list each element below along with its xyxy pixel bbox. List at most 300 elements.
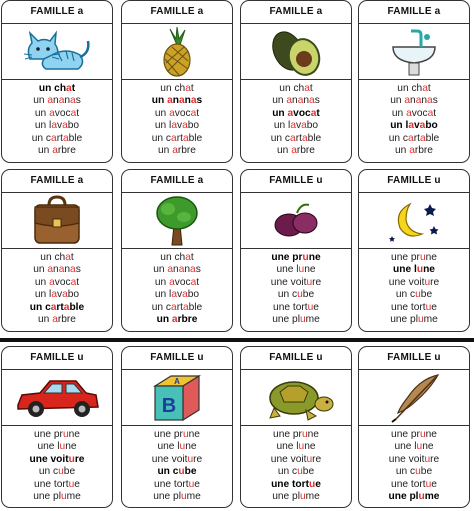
word-item	[2, 302, 112, 314]
sound-letter: a	[185, 83, 191, 94]
card-header: FAMILLE u	[2, 347, 112, 370]
word-part: voc	[54, 276, 71, 288]
cube-icon	[122, 370, 232, 426]
word-list	[122, 249, 232, 326]
sound-letter: a	[182, 301, 189, 313]
word-part: une tort	[154, 478, 189, 490]
word-part: re	[193, 453, 203, 465]
sound-letter: a	[62, 289, 68, 301]
word-item	[241, 83, 351, 95]
sound-letter: u	[306, 453, 313, 465]
word-item	[241, 314, 351, 326]
word-list	[2, 426, 112, 503]
word-item	[359, 83, 469, 95]
word-item	[2, 264, 112, 276]
word-part: un c	[395, 466, 416, 478]
word-part: une pr	[154, 429, 183, 440]
word-part: ne	[65, 441, 77, 453]
word-part: re	[74, 453, 85, 465]
word-item	[122, 133, 232, 145]
word-part: un c	[31, 132, 52, 144]
sound-letter: a	[65, 252, 71, 263]
word-part: ne	[304, 264, 316, 276]
word-part: une l	[394, 441, 417, 453]
sound-letter: a	[51, 289, 57, 301]
sound-letter: a	[190, 107, 197, 119]
sound-letter: a	[301, 132, 308, 144]
word-card	[358, 169, 470, 332]
word-part: une tort	[34, 478, 69, 490]
quill-icon	[359, 370, 469, 426]
word-item	[2, 95, 112, 107]
sound-letter: a	[408, 132, 414, 144]
word-list	[241, 249, 351, 326]
sound-letter: a	[62, 132, 69, 144]
sound-letter: a	[171, 132, 177, 144]
tree-icon	[122, 193, 232, 249]
word-item	[359, 429, 469, 441]
word-part: ne	[425, 429, 437, 440]
word-part: un ch	[160, 83, 186, 94]
sound-letter: a	[62, 120, 68, 132]
word-part: e	[74, 478, 80, 490]
sound-letter: u	[307, 301, 314, 313]
word-part: voc	[293, 107, 311, 119]
sound-letter: u	[297, 466, 303, 478]
word-item	[241, 264, 351, 276]
card-header: FAMILLE u	[241, 170, 351, 193]
sound-letter: u	[416, 264, 424, 276]
sound-letter: u	[419, 252, 426, 263]
word-part: ble	[307, 132, 322, 144]
sound-letter: a	[167, 264, 174, 276]
moon-icon	[359, 193, 469, 249]
word-part: un c	[38, 466, 59, 478]
sound-letter: u	[418, 491, 425, 503]
word-part: rt	[56, 132, 63, 144]
word-part: rt	[295, 132, 302, 144]
word-part: bo	[187, 120, 200, 132]
sound-letter: a	[406, 107, 412, 119]
sound-letter: a	[415, 95, 422, 107]
word-item	[241, 95, 351, 107]
card-header: FAMILLE u	[359, 347, 469, 370]
sound-letter: u	[415, 289, 421, 301]
word-part: s	[75, 95, 81, 107]
word-item	[359, 466, 469, 478]
sound-letter: a	[309, 95, 315, 107]
word-part: me	[305, 314, 320, 326]
word-item	[122, 289, 232, 301]
word-part: n	[410, 95, 416, 107]
word-part: voc	[411, 107, 428, 119]
sound-letter: a	[70, 107, 77, 119]
card-header: FAMILLE a	[122, 170, 232, 193]
sound-letter: u	[298, 441, 305, 453]
word-part: une l	[276, 264, 299, 276]
word-card	[240, 169, 352, 332]
word-part: un ch	[38, 83, 67, 94]
word-item	[359, 264, 469, 276]
word-part: t	[196, 276, 200, 288]
word-card	[121, 169, 233, 332]
sound-letter: a	[178, 264, 185, 276]
word-list	[122, 80, 232, 157]
card-header: FAMILLE u	[122, 347, 232, 370]
word-part: ne	[188, 429, 200, 440]
word-part: n	[184, 95, 191, 107]
word-part: t	[71, 83, 76, 94]
word-item	[241, 429, 351, 441]
sound-letter: u	[306, 276, 313, 288]
word-part: une pr	[391, 252, 420, 263]
word-item	[359, 252, 469, 264]
word-part: un c	[270, 132, 291, 144]
word-item	[122, 95, 232, 107]
word-item	[122, 454, 232, 466]
word-item	[122, 83, 232, 95]
sound-letter: u	[425, 301, 432, 313]
sound-letter: u	[187, 453, 194, 465]
card-header: FAMILLE a	[359, 1, 469, 24]
sound-letter: a	[171, 314, 178, 326]
word-item	[122, 429, 232, 441]
word-part: une l	[157, 441, 180, 453]
sound-letter: u	[188, 478, 195, 490]
word-part: ble	[188, 301, 203, 313]
word-item	[359, 145, 469, 157]
word-item	[359, 441, 469, 453]
word-item	[359, 479, 469, 491]
word-part: un c	[151, 132, 172, 144]
word-part: une pr	[273, 429, 302, 440]
sound-letter: a	[178, 95, 185, 107]
word-part: ne	[304, 441, 316, 453]
word-part: ble	[425, 132, 440, 144]
sound-letter: a	[47, 264, 54, 276]
word-list	[2, 249, 112, 326]
sound-letter: a	[171, 301, 177, 313]
word-part: voc	[54, 107, 71, 119]
sound-letter: u	[299, 314, 306, 326]
word-part: un	[395, 145, 410, 157]
word-list	[359, 80, 469, 157]
word-part: bo	[67, 120, 80, 132]
card-header: FAMILLE a	[241, 1, 351, 24]
word-part: rt	[176, 132, 183, 144]
cat-icon	[2, 24, 112, 80]
word-list	[359, 249, 469, 326]
word-part: rbre	[177, 145, 196, 157]
word-list	[2, 80, 112, 157]
word-item	[241, 133, 351, 145]
word-item	[241, 120, 351, 132]
word-part: rt	[176, 301, 183, 313]
sound-letter: a	[66, 83, 72, 94]
word-part: t	[190, 252, 194, 263]
sound-letter: a	[182, 120, 188, 132]
sound-letter: a	[286, 95, 293, 107]
word-part: rt	[413, 132, 420, 144]
word-item	[122, 479, 232, 491]
word-card	[240, 0, 352, 163]
word-part: voc	[174, 107, 191, 119]
word-item	[359, 95, 469, 107]
sink-icon	[359, 24, 469, 80]
word-part: n	[173, 264, 179, 276]
sound-letter: a	[287, 107, 294, 119]
word-item	[2, 441, 112, 453]
word-part: une pl	[388, 491, 419, 503]
word-part: e	[431, 301, 437, 313]
word-card	[1, 0, 113, 163]
sound-letter: a	[171, 120, 177, 132]
word-part: un l	[34, 120, 52, 132]
word-part: t	[196, 107, 200, 119]
word-part: s	[75, 264, 81, 276]
word-part: me	[423, 314, 438, 326]
sound-letter: a	[47, 95, 54, 107]
word-part: une l	[393, 264, 417, 276]
word-part: be	[63, 466, 76, 478]
word-part: un c	[151, 301, 172, 313]
word-part: me	[66, 491, 81, 503]
word-part: un	[33, 264, 48, 276]
sound-letter: a	[427, 107, 434, 119]
word-part: s	[432, 95, 438, 107]
word-part: n	[184, 264, 191, 276]
word-part: t	[190, 83, 194, 94]
sound-letter: a	[51, 132, 57, 144]
card-header: FAMILLE u	[241, 347, 351, 370]
word-part: un ch	[40, 252, 66, 263]
word-item	[2, 429, 112, 441]
word-part: v	[413, 120, 420, 132]
word-item	[241, 441, 351, 453]
word-part: un	[158, 145, 173, 157]
word-part: be	[302, 466, 315, 478]
word-part: re	[430, 276, 440, 288]
sound-letter: a	[190, 264, 196, 276]
sound-letter: a	[182, 289, 188, 301]
sound-letter: a	[419, 132, 426, 144]
word-part: re	[430, 453, 440, 465]
word-part: ble	[188, 132, 203, 144]
word-card	[358, 346, 470, 508]
word-list	[241, 80, 351, 157]
word-card	[121, 0, 233, 163]
word-part: bo	[425, 120, 438, 132]
sound-letter: a	[409, 145, 415, 157]
sound-letter: a	[49, 107, 55, 119]
word-part: une voit	[388, 276, 425, 288]
section-divider	[0, 338, 474, 342]
word-item	[359, 277, 469, 289]
word-part: ne	[308, 252, 321, 263]
word-item	[2, 479, 112, 491]
word-item	[122, 264, 232, 276]
word-item	[241, 277, 351, 289]
word-part: une voit	[29, 453, 69, 465]
word-part: une pr	[271, 252, 303, 263]
word-item	[359, 108, 469, 120]
word-part: t	[316, 107, 320, 119]
sound-letter: a	[190, 95, 197, 107]
word-item	[122, 302, 232, 314]
sound-letter: a	[190, 276, 197, 288]
sound-letter: a	[171, 289, 177, 301]
turtle-icon	[241, 370, 351, 426]
sound-letter: a	[70, 276, 77, 288]
word-list	[241, 426, 351, 503]
word-part: me	[186, 491, 201, 503]
word-part: un	[391, 107, 407, 119]
sound-letter: u	[59, 441, 66, 453]
sound-letter: a	[310, 107, 317, 119]
word-card	[121, 346, 233, 508]
sound-letter: a	[427, 95, 433, 107]
sound-letter: u	[58, 466, 64, 478]
word-item	[122, 441, 232, 453]
sound-letter: a	[182, 132, 189, 144]
word-item	[122, 314, 232, 326]
word-part: n	[53, 95, 59, 107]
sound-letter: u	[415, 466, 421, 478]
word-part: e	[431, 478, 437, 490]
sound-letter: a	[63, 301, 70, 313]
word-part: bo	[67, 289, 80, 301]
word-item	[2, 314, 112, 326]
word-part: t	[70, 252, 74, 263]
sound-letter: u	[68, 453, 75, 465]
word-part: un	[272, 95, 287, 107]
word-part: un	[277, 145, 292, 157]
word-part: e	[315, 478, 321, 490]
sound-letter: a	[404, 95, 411, 107]
sound-letter: u	[179, 441, 186, 453]
sound-letter: u	[299, 491, 306, 503]
word-card	[1, 346, 113, 508]
sound-letter: u	[301, 429, 308, 440]
word-card	[240, 346, 352, 508]
word-part: ne	[307, 429, 319, 440]
word-part: une voit	[270, 453, 307, 465]
sound-letter: u	[302, 252, 309, 263]
word-part: un	[272, 107, 288, 119]
car-icon	[2, 370, 112, 426]
sound-letter: a	[422, 83, 428, 94]
word-part: re	[312, 453, 322, 465]
word-part: t	[76, 276, 80, 288]
sound-letter: a	[49, 276, 55, 288]
sound-letter: a	[58, 95, 65, 107]
word-part: t	[76, 107, 80, 119]
word-part: be	[420, 466, 433, 478]
word-item	[241, 302, 351, 314]
word-part: un l	[154, 120, 172, 132]
word-item	[2, 145, 112, 157]
word-item	[122, 252, 232, 264]
word-part: n	[303, 95, 310, 107]
word-part: t	[309, 83, 313, 94]
word-part: ne	[68, 429, 80, 440]
sound-letter: a	[172, 145, 178, 157]
word-part: une pl	[33, 491, 61, 503]
word-part: v	[57, 120, 63, 132]
word-part: me	[305, 491, 320, 503]
word-part: t	[427, 83, 431, 94]
word-item	[122, 466, 232, 478]
sound-letter: u	[297, 289, 303, 301]
sound-letter: a	[304, 83, 310, 94]
word-part: une pl	[272, 491, 300, 503]
word-item	[2, 277, 112, 289]
word-part: v	[177, 120, 183, 132]
word-part: un ch	[279, 83, 305, 94]
word-part: e	[194, 478, 200, 490]
word-part: v	[177, 289, 183, 301]
word-part: un c	[395, 289, 416, 301]
word-part: un	[34, 276, 50, 288]
word-part: une pl	[153, 491, 181, 503]
sound-letter: u	[178, 466, 185, 478]
svg-text:B: B	[161, 394, 177, 417]
word-item	[241, 479, 351, 491]
word-item	[359, 289, 469, 301]
word-part: voc	[174, 276, 191, 288]
word-part: un	[154, 276, 170, 288]
word-item	[2, 466, 112, 478]
sound-letter: u	[424, 453, 431, 465]
word-item	[241, 289, 351, 301]
word-part: une pr	[391, 429, 420, 440]
sound-letter: u	[180, 491, 187, 503]
sound-letter: u	[298, 264, 305, 276]
word-part: rbre	[414, 145, 433, 157]
word-part: un l	[154, 289, 172, 301]
word-part: une tort	[271, 478, 309, 490]
word-item	[2, 454, 112, 466]
word-part: un ch	[397, 83, 423, 94]
sound-letter: u	[425, 478, 432, 490]
word-part: be	[420, 289, 433, 301]
word-part: un	[38, 145, 53, 157]
word-list	[359, 426, 469, 503]
word-part: un	[153, 264, 168, 276]
word-part: v	[57, 289, 63, 301]
sound-letter: u	[416, 441, 423, 453]
sound-letter: u	[309, 478, 316, 490]
word-item	[2, 108, 112, 120]
word-part: rbre	[57, 145, 76, 157]
word-part: s	[195, 264, 201, 276]
word-item	[241, 252, 351, 264]
word-part: e	[313, 301, 319, 313]
sound-letter: a	[167, 95, 173, 107]
word-part: une l	[37, 441, 60, 453]
word-part: n	[292, 95, 298, 107]
word-part: une voit	[388, 453, 425, 465]
word-part: un c	[277, 289, 298, 301]
card-header: FAMILLE u	[359, 170, 469, 193]
sound-letter: a	[291, 145, 297, 157]
plum-icon	[241, 193, 351, 249]
sound-letter: a	[169, 107, 175, 119]
word-part: un l	[273, 120, 291, 132]
word-part: ble	[69, 301, 85, 313]
word-part: t	[433, 107, 437, 119]
word-card	[1, 169, 113, 332]
